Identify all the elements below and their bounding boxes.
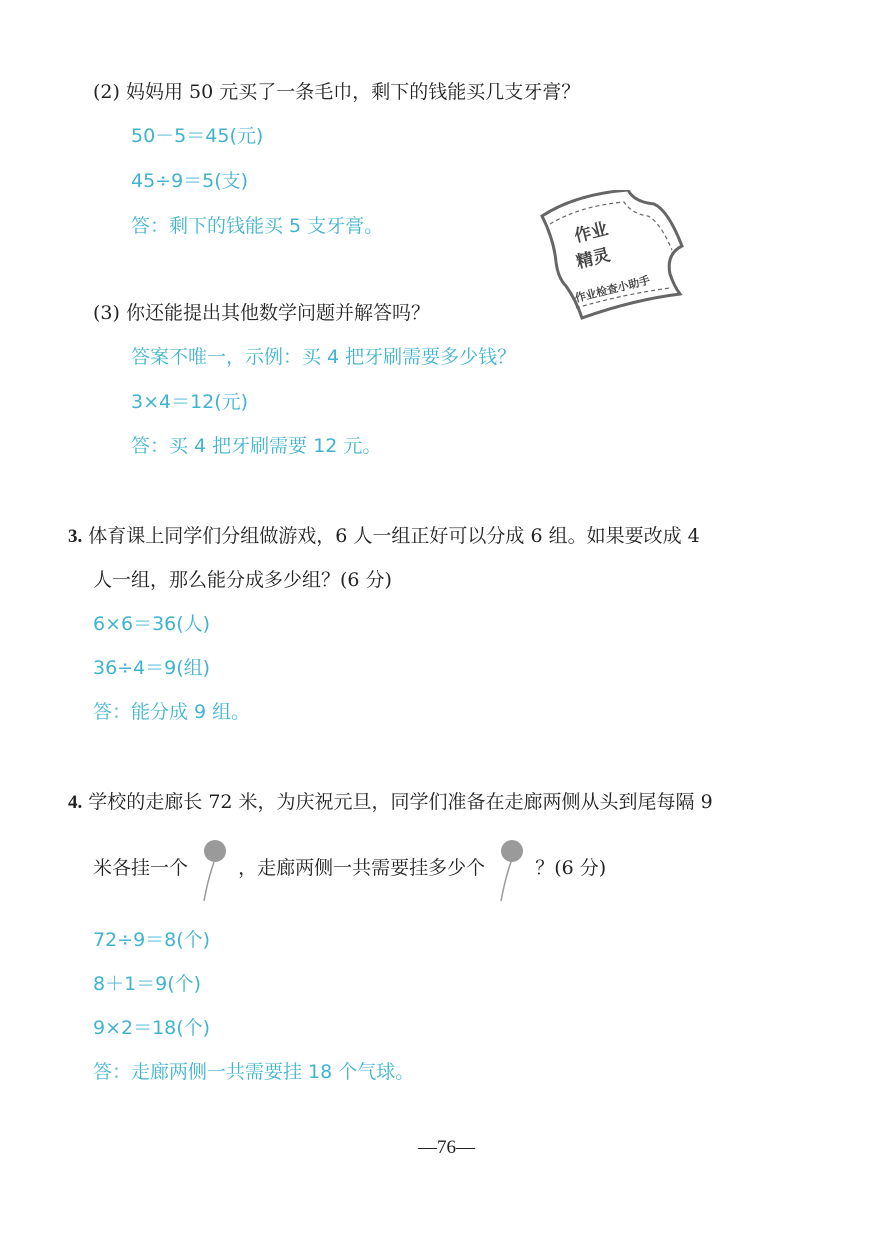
answer-3-step-2: 36÷4＝9(组) <box>93 657 211 679</box>
question-4-text-2b: ，走廊两侧一共需要挂多少个 <box>238 857 486 879</box>
answer-4-conclusion: 答：走廊两侧一共需要挂 18 个气球。 <box>93 1061 415 1083</box>
question-3-number: 3. <box>68 526 83 547</box>
stamp-text-2: 精灵 <box>574 245 613 273</box>
homework-stamp-logo <box>536 190 686 320</box>
answer-2-3-conclusion: 答：买 4 把牙刷需要 12 元。 <box>131 435 382 457</box>
stamp-text-3: 作业检查小助手 <box>573 273 652 305</box>
balloon-icon <box>495 839 525 899</box>
answer-2-step-2: 45÷9＝5(支) <box>131 170 249 192</box>
question-2-3 <box>93 301 430 325</box>
question-2-3-text: 你还能提出其他数学问题并解答吗？ <box>125 302 430 324</box>
answer-3-step-1: 6×6＝36(人) <box>93 613 211 635</box>
stamp-icon <box>536 190 686 320</box>
question-4-text-2a: 米各挂一个 <box>93 857 189 879</box>
question-2-text: 妈妈用 50 元买了一条毛巾，剩下的钱能买几支牙膏？ <box>125 81 581 103</box>
question-3-text-1: 体育课上同学们分组做游戏，6 人一组正好可以分成 6 组。如果要改成 4 <box>88 525 700 547</box>
page-number: —76— <box>418 1137 475 1158</box>
question-4-number: 4. <box>68 792 83 813</box>
question-3-line-1 <box>68 524 700 549</box>
question-3-line-2: 人一组，那么能分成多少组？(6 分) <box>93 569 392 591</box>
question-2-3-label: (3) <box>93 302 120 324</box>
question-2-label: (2) <box>93 81 120 103</box>
balloon-icon <box>198 839 228 899</box>
answer-4-step-3: 9×2＝18(个) <box>93 1017 211 1039</box>
question-4-text-2c: ？(6 分) <box>535 857 607 879</box>
answer-3-conclusion: 答：能分成 9 组。 <box>93 701 251 723</box>
answer-2-3-step: 3×4＝12(元) <box>131 391 249 413</box>
question-4-line-1 <box>68 790 713 815</box>
answer-2-step-1: 50－5＝45(元) <box>131 125 264 147</box>
answer-4-step-1: 72÷9＝8(个) <box>93 929 211 951</box>
answer-2-3-question: 答案不唯一，示例：买 4 把牙刷需要多少钱？ <box>131 346 517 368</box>
answer-4-step-2: 8＋1＝9(个) <box>93 973 202 995</box>
answer-2-conclusion: 答：剩下的钱能买 5 支牙膏。 <box>131 215 384 237</box>
question-4-line-2 <box>93 838 606 902</box>
question-4-text-1: 学校的走廊长 72 米，为庆祝元旦，同学们准备在走廊两侧从头到尾每隔 9 <box>88 791 713 813</box>
stamp-text-1: 作业 <box>572 219 611 247</box>
question-2 <box>93 80 580 104</box>
